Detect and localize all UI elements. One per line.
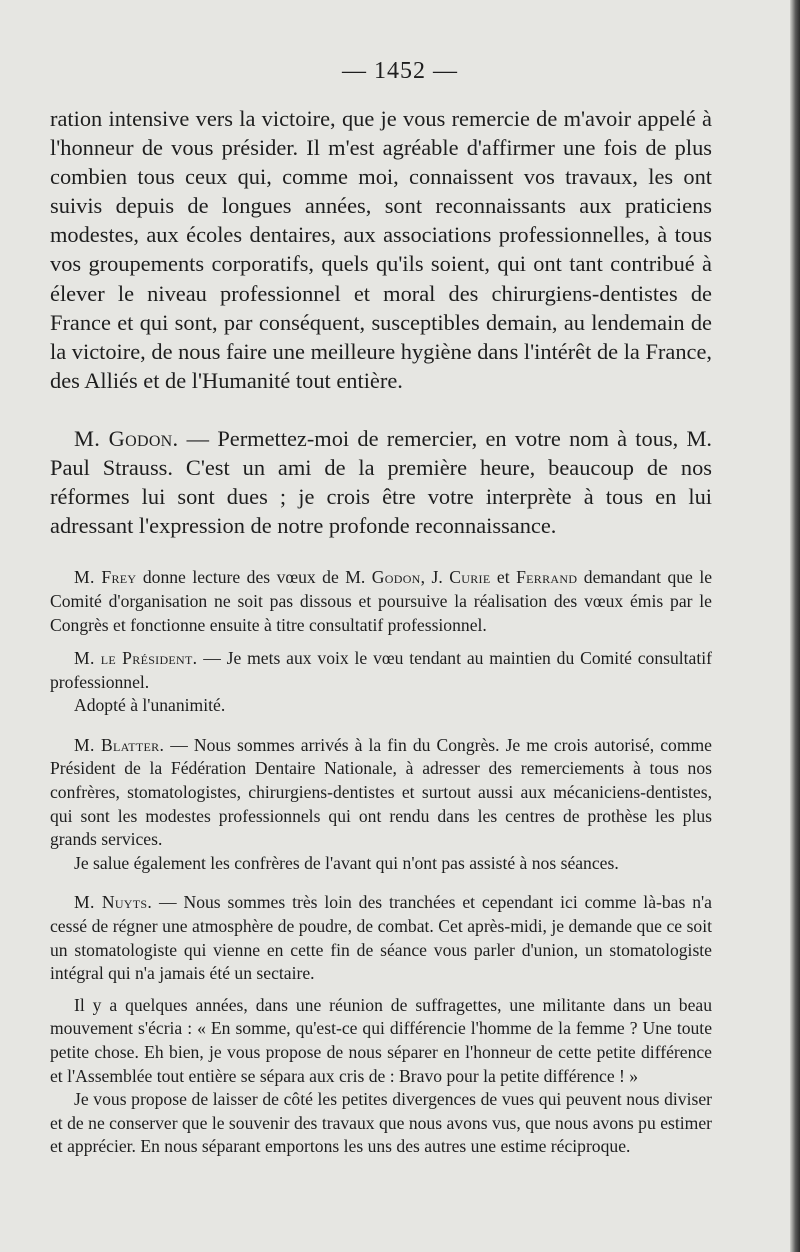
page-number: — 1452 — [342, 58, 458, 84]
person-name: Curie [449, 567, 491, 588]
paragraph-adopted: Adopté à l'unanimité. [74, 695, 226, 716]
page-edge-shadow [790, 0, 800, 1252]
speech-text: — Permettez-moi de remercier, en votre nom à tous, M. Paul Strauss. C'est un ami de la première heure, beaucoup de nos réformes lui sont dues ; je crois être votre interprète à tous en lui adressant l'expression de notre profonde reconnaissance. [50, 425, 712, 539]
speaker-name: M. Blatter. [74, 734, 165, 755]
speaker-name: M. Frey [74, 567, 137, 588]
paragraph-nuyts-3: Je vous propose de laisser de côté les petites divergences de vues qui peuvent nous diviser et de ne conserver que le souvenir des travaux que nous avons vus, que nous avons pu estimer et apprécier. En nous séparant emportons les uns des autres une estime réciproque. [50, 1089, 712, 1157]
paragraph-nuyts-2: Il y a quelques années, dans une réunion de suffragettes, une militante dans un beau mouvement s'écria : « En somme, qu'est-ce qui différencie l'homme de la femme ? Une toute petite chose. Eh bien, je vous propose de nous séparer en l'honneur de cette petite différence et l'Assemblée tout entière se sépara aux cris de : Bravo pour la petite différence ! » [50, 994, 712, 1086]
paragraph-nuyts [50, 891, 712, 985]
speaker-name: M. Nuyts. [74, 892, 153, 913]
paragraph-frey [50, 566, 712, 637]
paragraph-blatter [50, 734, 712, 852]
speech-text: , J. [420, 567, 450, 588]
speech-text: demandant que le Comité d'organisation ne soit pas dissous et poursuive la réalisation des vœux émis par le Congrès et fonctionne ensuite à titre consultatif professionnel. [50, 567, 713, 635]
speaker-name: M. Godon. [74, 425, 179, 451]
speech-text: — Je mets aux voix le vœu tendant au maintien du Comité consultatif professionnel. [50, 648, 712, 692]
speech-text: — Nous sommes arrivés à la fin du Congrès. Je me crois autorisé, comme Président de la Fédération Dentaire Nationale, à adresser des remerciements à tous nos confrères, stomatologistes, chirurgiens-dentistes et surtout aussi aux mécaniciens-dentistes, qui sont les modestes professionnels qui ont rendu dans les centres de prothèse les plus grands services. [50, 734, 712, 850]
speaker-name: M. le Président. [74, 648, 198, 669]
person-name: Godon [371, 567, 421, 588]
person-name: Ferrand [516, 567, 578, 588]
paragraph-president [50, 647, 712, 694]
speech-text: et [490, 567, 517, 588]
paragraph-closing-speech: ration intensive vers la victoire, que je vous remercie de m'avoir appelé à l'honneur de vous présider. Il m'est agréable d'affirmer une fois de plus combien tous ceux qui, comme moi, connaissent vos travaux, les ont suivis depuis de longues années, sont reconnaissants aux praticiens modestes, aux écoles dentaires, aux associations professionnelles, à tous vos groupements corporatifs, quels qu'ils soient, qui ont tant contribué à élever le niveau professionnel et moral des chirurgiens-dentistes de France et qui sont, par conséquent, susceptibles demain, au lendemain de la victoire, de nous faire une meilleure hygiène dans l'intérêt de la France, des Alliés et de l'Humanité tout entière. [50, 106, 712, 393]
page-body [50, 104, 712, 1159]
paragraph-blatter-2: Je salue également les confrères de l'avant qui n'ont pas assisté à nos séances. [74, 852, 619, 873]
speech-text: — Nous sommes très loin des tranchées et cependant ici comme là-bas n'a cessé de régner une atmosphère de poudre, de combat. Cet après-midi, je demande que ce soit un stomatologiste qui vienne en cette fin de séance vous parler d'union, un stomatologiste intégral qui n'a jamais été un sectaire. [50, 892, 712, 984]
paragraph-godon [50, 424, 712, 540]
speech-text: donne lecture des vœux de M. [136, 567, 372, 588]
